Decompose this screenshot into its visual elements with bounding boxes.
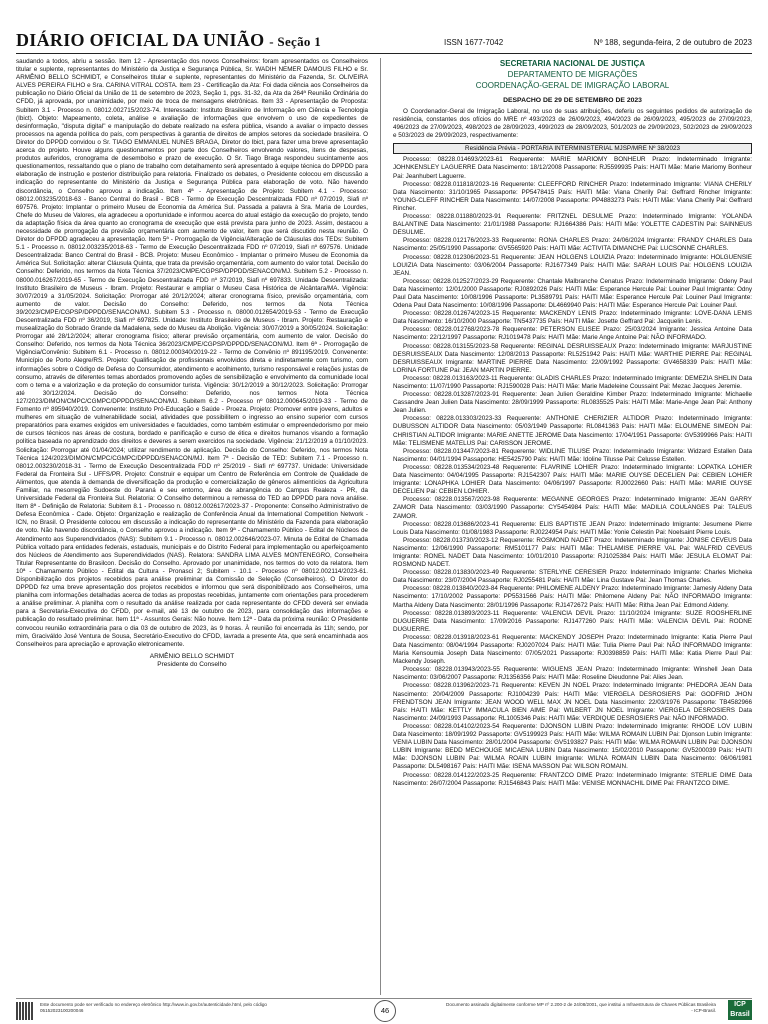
qr-code-icon [16, 1002, 34, 1020]
section-label: - Seção 1 [269, 34, 322, 49]
journal-title-text: DIÁRIO OFICIAL DA UNIÃO [16, 30, 265, 50]
process-record: Processo: 08228.013840/2023-84 Requerente: PHILOMENE ALDENY Prazo: Indeterminado Imigrante: Jamesly Aldeny Data Nascimento: 17/10/2002 Passaporte: PP5531566 País: HAITI Mãe: Philomene Aldeny Pai: NÃO INFORMADO Imigrante: Martha Aldeny Data Nascimento: 28/01/1996 Passaporte: RJ1472672 País: HAITI Mãe: Ritha Jean Pai: Edmond Aldeny. [393, 585, 752, 609]
process-record: Processo: 08228.014693/2023-61 Requerente: MARIE MARIOMY BONHEUR Prazo: Indeterminado Imigrante: JOHNKENSLEY LAGUERRE Data Nascimento: 18/12/2008 Passaporte: RJ5599935 País: HAITI Mãe: Marie Mariomy Bonheur Pai: Jeanhubert Laguerre. [393, 156, 752, 180]
right-column [393, 58, 752, 995]
minutes-text: saudando a todos, abriu a sessão. Item 12 - Apresentação dos novos Conselheiros: foram apresentados os Conselheiros titular e suplente, representantes do Ministério da Justiça e Segurança Pública, Sr. WADIH NEMER DAMOUS FILHO e Sr. ARMÊNIO BELLO SCHMIDT, e Conselheiros titular e suplente, representantes do Ministério da Fazenda, Sr. OLIVEIRA ALVES PEREIRA FILHO e Sra. CARINA VITRAL COSTA. Item 23 - Certificação da Ata: Foi dada ciência aos Conselheiros da publicação no Diário Oficial da União de 11 de setembro de 2023, Seção 1, pgs. 31-32, da Ata da 264ª Reunião Ordinária do CFDD, já aprovada, por unanimidade, por meio de troca de mensagens eletrônicas. Item 33 - Apresentação de Proposta: Subitem 3.1 - Processo n. 08012.002715/2023-74. Interessado: Instituto Brasileiro de Informação em Ciência e Tecnologia (Ibict). Objeto: Mapeamento, coleta, análise e avaliação de informações que envolvem o uso de expedientes de desinformação, "disputa digital" e manipulação do debate realizado na esfera pública, visando a avaliar o impacto desses processos na agenda política do país, com perspectivas à garantia de direitos de amplos setores da sociedade brasileira. O Diretor do DPPDD convidou o Sr. TIAGO EMMANUEL NUNES BRAGA, Diretor do Ibict, para fazer uma breve apresentação acerca do projeto. Houve alguns questionamentos por parte dos Conselheiros envolvendo valores, itens de despesas, produtos auferidos, cronograma de desembolso e prazo de execução. O Sr. Tiago Braga respondeu sucintamente aos questionamentos, ressaltando que o plano de trabalho com detalhamento será apresentado à equipe técnica do DPPDD para elaboração de instrução e posterior distribuição para relatoria. Finalizado os debates, o Presidente colocou em discussão a indicação do representante do Ministério da Justiça e Segurança Pública para elaboração de voto. Não havendo discordância, o Conselho aprovou a indicação. Item 4ª - Apresentação de Projeto: Subitem 4.1 - Processo: 08012.003235/2018-63 - Banco Central do Brasil - BCB - Termo de Execução Descentralizada FDD nº 07/2019, Siafi nº 697576. Projeto: Implantar o primeiro Museu de Economia da América Sul. Passada a palavra à Sra. Maria de Lourdes, Chefe do Museu de Valores, ela agradeceu a oportunidade e informou acerca do atual estágio da execução do projeto, tendo da adaptação física da área quanto ao cronograma de execução que está prevista para junho de 2023. Assim, destacou a necessidade de prorrogação da previsão orçamentária com aumento de valor, item que será discutido nesta reunião. O Diretor do DFPDD agradeceu a apresentação. Item 5ª - Prorrogação de Vigência/Alteração de Cláusulas dos TEDs: Subitem 5.1 - Processo n. 08012.003235/2018-63 - Termo de Execução Descentralizada FDD nº 07/2019, Siafi nº 697576. Unidade Descentralizada: Banco Central do Brasil - BCB. Projeto: Museu Econômico - Implantar o primeiro Museu de Economia da América Sul. Solicitação: alterar Cláusula Quinta, que trata da previsão orçamentária, com aumento do valor total. Decisão do Conselho: Deferido, nos termos da Nota Técnica 37/2023/CMPE/CGPSP/DPPDD/SENACON/MJ. Subitem 5.2 - Processo n. 08000.016267/2019-65 - Termo de Execução Descentralizada FDD nº 37/2019, Siafi nº 697833. Unidade Descentralizada: Instituto Brasileiro de Museus - Ibram. Projeto: Restaurar e ampliar o Museu Casa Histórica de Alcântara/MA. Vigência: 30/07/2019 a 31/05/2024. Solicitação: Prorrogar até 20/12/2024; alterar cronograma físico, previsão orçamentária, com aumento de valor. Decisão do Conselho: Deferido, nos termos da Nota Técnica 39/2023/CMPE/CGPSP/DPPDD/SENACON/MJ. Subitem 5.3 - Processo n. 08000.012654/2019-53 - Termo de Execução Descentralizada FDD nº 36/2019, Siafi nº 697825. Unidade: Instituto Brasileiro de Museus - Ibram. Projeto: Restauração e musealização do Sobrado Grande da Madalena, sede do Museu da Abolição. Vigência: 30/07/2019 a 30/05/2024. Solicitação: Prorrogar até 28/12/2024; alterar cronograma físico; alterar previsão orçamentária, com aumento de valor. Decisão do Conselho: Deferido, nos termos da Nota Técnica 36/2023/CMPE/CGPSP/DPPDD/SENACON/MJ. Item 6ª - Prorrogação de Vigência/Convênio: Subitem 6.1 - Processo n. 08012.000340/2019-22 - Termo de Convênio nº 891195/2019. Convenente: Município de Porto Alegre/RS. Projeto: Qualificação de profissionais envolvidos direta e indiretamente com turismo, com informações sobre o Código de Defesa do Consumidor, atendimento e acolhimento, turismo responsável e relações justas de consumo, através de diferentes temas abordados promovendo ações de sensibilização e envolvimento da comunidade local com o tema e a valorização e da proteção do consumidor turista. Vigência: 30/12/2019 a 30/12/2023. Solicitação: Prorrogar até 30/12/2024. Decisão do Conselho: Deferido, nos termos Nota Técnica 127/2023/DIMON/CMPC/CGMPC/DPPDD/SENACON/MJ. Subitem 6.2 - Processo nº 08012.000645/2019-33 - Termo de Fomento nº 895940/2019. Convenente: Instituto Pró-Educação e Saúde - Proeza. Projeto: Promover entre jovens, adultos e mulheres em situação de vulnerabilidade social, atividades que possibilitem o ingresso ao ensino superior com cursos preparatórios para exames exigidos em universidades e faculdades, como também estimular o empreendedorismo por meio de cursos técnicos nas áreas de costura, bordado e panificação e curso de ética e direitos humanos visando a formação política baseada no aprendizado dos direitos e deveres a serem exercidos na sociedade. Vigência: 21/12/2019 a 01/10/2023. Solicitação: Prorrogar até 01/04/2024; utilizar rendimento de aplicação. Decisão do Conselho: Deferido, nos termos Nota Técnica 124/2023/DIMON/CMPC/CGMPC/DPPDD/SENACON/MJ. Item 7ª - Decisão de TED: Subitem 7.1 - Processo n. 08012.003230/2018-31 - Termo de Execução Descentralizada FDD nº 25/2019 - Siafi nº 697737. Unidade: Universidade Federal da Fronteira Sul - UFFS/PR. Projeto: Construir e equipar um Centro de Referência em Controle de Qualidade de Alimentos, que atenda à demanda de diversificação da produção e comercialização de gêneros alimentícios da Agricultura Familiar, na mesorregião Sudoeste do Paraná e seu entorno, área de abrangência do Campus Realeza - PR, da Universidade Federal da Fronteira Sul. Relatoria: O Conselho determinou a remessa do TED ao DPPDD para nova análise. Item 8ª - Definição de Relatoria: Subitem 8.1 - Processo n. 08012.002617/2023-37 - Proponente: Conselho Administrativo de Defesa Econômica - Cade. Objeto: Organização e realização de Conferência Anual da International Competition Network - ICN, no Brasil. O Presidente colocou em discussão a indicação do representante do Ministério da Fazenda para elaboração de voto. Não havendo discordância, o Conselho aprovou a indicação. Item 9ª - Chamamento Público - Edital de Núcleos de Atendimento aos Superendividados (NAS): Subitem 9.1 - Processo n. 08012.002646/2023-07. Minuta de Edital de Chamada Pública voltado para entidades federais, estaduais, municipais e do Distrito Federal para implementação ou aperfeiçoamento dos Núcleos de Atendimento aos Superendividados (NAS). Relatora: SANDRA LIMA ALVES MONTENEGRO, Conselheira Titular Representante do Brasilcon. Decisão do Conselho. Aprovado por unanimidade, nos termos do voto da relatora. Item 10ª - Chamamento Público - Edital da Cultura - Pronasci 2; Subitem - 10.1 - Processo nº 08012.002114/2023-61. Disponibilização dos projetos recebidos para análise preliminar da Comissão de Seleção (Conselheiros). O Diretor do DPPDD fez uma breve apresentação dos projetos recebidos e informou que será disponibilizado aos Conselheiros, uma planilha com informações detalhadas acerca de todas as propostas recebidas, juntamente com orientações para procederem a análise preliminar. A planilha com o resultado da análise realizada por cada representante do CFDD deverá ser enviada para a Secretaria-Executiva do CFDD, por e-mail, até 13 de outubro de 2023, para consolidação das informações e publicação do resultado preliminar. Item 11ª - Assuntos Gerais: Não houve. Item 12ª - Data da próxima reunião: O Presidente convocou reunião extraordinária para o dia 03 de outubro de 2023, às 9 horas. À reunião foi encerrada às 11h; sendo, por mim, Graciváldo José Ventura de Sousa, Secretário-Executivo do CFDD, lavrada a presente Ata, que será encaminhada aos Conselheiros para apreciação e aprovação eletronicamente. [16, 58, 368, 648]
process-record: Processo: 08228.013893/2023-11 Requerente: VALENCIA DEVIL Prazo: 11/10/2024 Imigrante: SUZE ROOSHERLINE DUGUERRE Data Nascimento: 17/09/2016 Passaporte: RJ1477260 País: HAITI Mãe: VALENCIA DEVIL Pai: RODNE DUGUERRE. [393, 609, 752, 633]
process-record: Processo: 08228.014122/2023-25 Requerente: FRANTZCO DIME Prazo: Indeterminado Imigrante: STERLIE DIME Data Nascimento: 26/07/2004 Passaporte: RJ1546843 País: HAITI Mãe: VENISE MONNACHIL DIME Pai: FRANTZCO DIME. [393, 771, 752, 787]
icp-brasil-logo: ICP Brasil [728, 1000, 752, 1020]
process-record: Processo: 08228.013447/2023-81 Requerente: WIDLINE TILUSE Prazo: Indeterminado Imigrante: Widzard Estallen Data Nascimento: 04/01/1994 Passaporte: HE5425790 País: HAITI Mãe: Idoline Tilusse Pai: Celusse Estellen. [393, 447, 752, 463]
signature-notice: Documento assinado digitalmente conforme MP nº 2.200-2 de 24/08/2001, que institui a Infraestrutura de Chaves Públicas Brasileira - ICP-Brasil. [446, 1002, 716, 1013]
org-coordination: COORDENAÇÃO-GERAL DE IMIGRAÇÃO LABORAL [475, 81, 670, 90]
page-header [16, 0, 752, 52]
process-record: Processo: 08228.011880/2023-91 Requerente: FRITZNEL DESULME Prazo: Indeterminado Imigrante: YOLANDA BALANTINE Data Nascimento: 21/01/1988 Passaporte: RJ1664386 País: HAITI Mãe: YOLETTE CADESTIN Pai: SAINNEUS DESULME. [393, 213, 752, 237]
page-footer [16, 998, 752, 1024]
despacho-title: DESPACHO DE 29 DE SETEMBRO DE 2023 [503, 97, 642, 104]
verification-text: Este documento pode ser verificado no endereço eletrônico http://www.in.gov.br/autenticidade.html, pelo código 05152023100200046 [40, 1002, 267, 1013]
process-record: Processo: 08228.013163/2023-11 Requerente: GLADIS CHARLES Prazo: Indeterminado Imigrante: DEMEZIA SHELIN Data Nascimento: 11/07/1990 Passaporte: RJ1590028 País: HAITI Mãe: Marie Madeleine Coussaint Pai: Mezac Jacques Jeremie. [393, 374, 752, 390]
process-record: Processo: 08228.012768/2023-78 Requerente: PETERSON ELISEE Prazo: 25/03/2024 Imigrante: Jessica Antoine Data Nascimento: 22/12/1997 Passaporte: RJ1019478 País: HAITI Mãe: Marie Ange Antoine Pai: NÃO INFORMADO. [393, 326, 752, 342]
column-divider [380, 58, 381, 995]
process-record: Processo: 08228.012306/2023-51 Requerente: JEAN HOLGENS LOUIZIA Prazo: Indeterminado Imigrante: HOLGUENSIE LOUIZIA Data Nascimento: 03/06/2004 Passaporte: RJ1677349 País: HAITI Mãe: SARAH LOUIS Pai: HOLGENS LOUIZIA JEAN. [393, 253, 752, 277]
process-record: Processo: 08228.012527/2023-29 Requerente: Chantale Malbranche Cenatus Prazo: Indeterminado Imigrante: Odeny Paul Data Nascimento: 12/01/2000 Passaporte: RJ0892026 País: HAITI Mãe: Esperance Hercule Pai: Louiner Paul Imigrante: Odny Paul Data Nascimento: 10/08/1996 Passaporte: PL3589791 País: HAITI Mãe: Esperance Hercule Pai: Louiner Paul Imigrante: Odena Paul Data Nascimento: 10/08/1996 Passaporte: DL4669940 País: HAITI Mãe: Esperance Hercule Pai: Louiner Paul. [393, 277, 752, 310]
process-record: Processo: 08228.011818/2023-16 Requerente: CLEEFFORD RINCHER Prazo: Indeterminado Imigrante: VIANA CHERILY Data Nascimento: 31/10/1965 Passaporte: PP5478415 País: HAITI Mãe: Viana Cherily Pai: Geffrard Rincher Imigrante: YOUNG-CLEFF RINCHER Data Nascimento: 14/07/2008 Passaporte: PP4883273 País: HAITI Mãe: Viana Cherily Pai: Geffrard Rincher. [393, 180, 752, 212]
signature-role: Presidente do Conselho [157, 661, 227, 669]
process-record: Processo: 08228.013567/2023-98 Requerente: MEGANNE GEORGES Prazo: Indeterminado Imigrante: JEAN GARRY ZAMOR Data Nascimento: 03/03/1990 Passaporte: CY5454984 País: HAITI Mãe: MADILIA COULANGES Pai: TALEUS ZAMOR. [393, 496, 752, 520]
process-record: Processo: 08228.013943/2023-55 Requerente: WIGUENS JEAN Prazo: Indeterminado Imigrante: Winshell Jean Data Nascimento: 03/06/2007 Passaporte: RJ1356356 País: HAITI Mãe: Roseline Dieudonne Pai: Alies Jean. [393, 666, 752, 682]
process-record: Processo: 08228.013686/2023-41 Requerente: ELIS BAPTISTE JEAN Prazo: Indeterminado Imigrante: Jesumene Pierre Louis Data Nascimento: 01/08/1983 Passaporte: RJ0224954 País: HAITI Mãe: Yonie Celestin Pai: Noelsaint Pierre Louis. [393, 520, 752, 536]
header-rule [16, 53, 752, 54]
process-record: Processo: 08228.013830/2023-49 Requerente: STERLYNE CERESIER Prazo: Indeterminado Imigrante: Charles Micheka Data Nascimento: 23/07/2004 Passaporte: RJ0255481 País: HAITI Mãe: Lina Gustave Pai: Jean Thomas Charles. [393, 569, 752, 585]
process-record: Processo: 08228.014102/2023-54 Requerente: DJONSON LUBIN Prazo: Indeterminado Imigrante: RHODE LOV LUBIN Data Nascimento: 18/09/1992 Passaporte: GV5199923 País: HAITI Mãe: WILMA ROMAIN LUBIN Pai: Djonson Lubin Imigrante: VENIA LUBIN Data Nascimento: 28/01/2004 Passaporte: GV5193827 País: HAITI Mãe: WILMA ROMAIN LUBIN Pai: DJONSON LUBIN Imigrante: BEDD MECHOUGE MICAENA LUBIN Data Nascimento: 15/02/2010 Passaporte: GV5200039 País: HAITI Mãe: DJONSON LUBIN Pai: WILMA ROAIN LUBIN Imigrante: WILNA ROMAIN LUBIN Data Nascimento: 06/06/1981 Passaporte: DL5498167 País: HAITI Mãe: ISENA MASSON Pai: WILSON ROMAIN. [393, 722, 752, 771]
org-secretariat: SECRETARIA NACIONAL DE JUSTIÇA [499, 59, 646, 68]
edition-info: Nº 188, segunda-feira, 2 de outubro de 2023 [593, 38, 752, 47]
org-department: DEPARTAMENTO DE MIGRAÇÕES [507, 70, 638, 79]
despacho-intro: O Coordenador-Geral de Imigração Laboral, no uso de suas atribuições, deferiu os seguintes pedidos de autorização de residência, constantes dos ofícios do MRE nº 493/2023 de 26/09/2023, 494/2023 de 26/09/2023, 495/2023 de 27/09/2023, 496/2023 de 27/09/2023, 498/2023 de 28/09/2023, 499/2023 de 28/09/2023, 501/2023 de 29/09/2023, 502/2023 de 29/09/2023 e 503/2023 de 29/09/2023, respectivamente: [393, 108, 752, 140]
footer-rule [16, 998, 752, 999]
process-record: Processo: 08228.012674/2023-15 Requerente: MACKENDY LENIS Prazo: Indeterminado Imigrante: LOVE-DANA LENIS Data Nascimento: 16/10/2000 Passaporte: TN5437735 País: HAITI Mãe: Josette Geffrard Pai: Jacquelin Lenis. [393, 310, 752, 326]
signature-block [16, 653, 368, 670]
signature-name: ARMÊNIO BELLO SCHMIDT [149, 652, 235, 660]
journal-title [16, 30, 321, 51]
process-record: Processo: 08228.013287/2023-91 Requerente: Jean Julien Geraldine Kimber Prazo: Indeterminado Imigrante: Michaelle Cassandre Jean Julien Data Nascimento: 28/09/1999 Passaporte: RL0835525 País: HAITI Mãe: Marie-Ange Jean Pai: Anthony Jean Julien. [393, 391, 752, 415]
ordinance-bar: Residência Prévia - PORTARIA INTERMINISTERIAL MJSP/MRE Nº 38/2023 [393, 143, 752, 154]
process-record: Processo: 08228.013962/2023-71 Requerente: KEVEN JN NOEL Prazo: Indeterminado Imigrante: PHEDORA JEAN Data Nascimento: 20/04/2009 Passaporte: RJ1004239 País: HAITI Mãe: VIERGELA DESROSIERS Pai: GODFRID JHON FRENDTSON JEAN Imigrante: JEAN WOOD WELL MAX JN NOEL Data Nascimento: 22/03/1976 Passaporte: TB4582966 País: HAITI Mãe: KETTLY IMMACULA BIEN AIME Pai: WILBERT JN NOEL Imigrante: VIERGELA DESROSIERS Data Nascimento: 24/09/1993 Passaporte: RL1005346 País: HAITI Mãe: VERDIQUE DESROSIERS Pai: NÃO INFORMADO. [393, 682, 752, 722]
process-records [393, 156, 752, 787]
process-record: Processo: 08228.013918/2023-61 Requerente: MACKENDY JOSEPH Prazo: Indeterminado Imigrante: Katia Pierre Paul Data Nascimento: 08/04/1994 Passaporte: RJ0207024 País: HAITI Mãe: Tulia Pierre Paul Pai: NÃO INFORMADO Imigrante: Maria Kensoumia Joseph Data Nascimento: 07/05/2021 Passaporte: RJ0398859 País: HAITI Mãe: Katia Pierre Paul Pai: Mackendy Joseph. [393, 633, 752, 666]
page-number: 46 [374, 1000, 396, 1022]
issn: ISSN 1677-7042 [444, 38, 504, 47]
process-record: Processo: 08228.013303/2023-33 Requerente: ANTHONIE CHERIZIER ALTIDOR Prazo: Indeterminado Imigrante: DUBUSSON ALTIDOR Data Nascimento: 05/03/1949 Passaporte: RL0841363 País: HAITI Mãe: ELOUMENE SIMEON Pai: CHRISTIAN ALTIDOR Imigrante: MARIE ANETTE JEROME Data Nascimento: 17/04/1951 Passaporte: GV5399966 País: HAITI Mãe: TELISMENE MATELUS Pai: CARISSON JEROME. [393, 415, 752, 447]
process-record: Processo: 08228.013534/2023-48 Requerente: FLAVRINE LOHIER Prazo: Indeterminado Imigrante: LOPATKA LOHIER Data Nascimento: 04/04/1995 Passaporte: RJ1542307 País: HAITI Mãe: MARIE OUYSE DECELIEN Pai: CEBIEN LOHIER Imigrante: LONAPHKA LOHIER Data Nascimento: 04/06/1997 Passaporte: RJ0022660 País: HAITI Mãe: MARIE OUYSE DECELIEN Pai: CEBIEN LOHIER. [393, 463, 752, 496]
process-record: Processo: 08228.012176/2023-33 Requerente: RONA CHARLES Prazo: 24/06/2024 Imigrante: FRANDY CHARLES Data Nascimento: 25/05/1990 Passaporte: GV5565920 País: HAITI Mãe: ACTIVITA DIMANCHE Pai: LUCSONNE CHARLES. [393, 237, 752, 253]
left-column [16, 58, 368, 995]
process-record: Processo: 08228.013155/2023-58 Requerente: REGINAL DESRUISSEAUX Prazo: Indeterminado Imigrante: MARJUSTINE DESRUISSEAUX Data Nascimento: 12/08/2013 Passaporte: RL5251942 País: HAITI Mãe: WARTHIE PIERRE Pai: REGINAL DESRUISSEAUX Imigrante: MARTINE PIERRE Data Nascimento: 22/09/1992 Passaporte: GV4658339 País: HAITI Mãe: LORINA FORTUNE Pai: JEAN MARTIN PIERRE. [393, 342, 752, 374]
process-record: Processo: 08228.013730/2023-12 Requerente: ROSMOND NADET Prazo: Indeterminado Imigrante: JONISE CEVEUS Data Nascimento: 12/06/1990 Passaporte: RM5101177 País: HAITI Mãe: THELAMISE PIERRE VAL Pai: WALFRID CEVEUS Imigrante: RONEL NADET Data Nascimento: 10/01/2010 Passaporte: RJ1025384 País: HAITI Mãe: JESULA ELOMAT Pai: ROSMOND NADET. [393, 536, 752, 569]
